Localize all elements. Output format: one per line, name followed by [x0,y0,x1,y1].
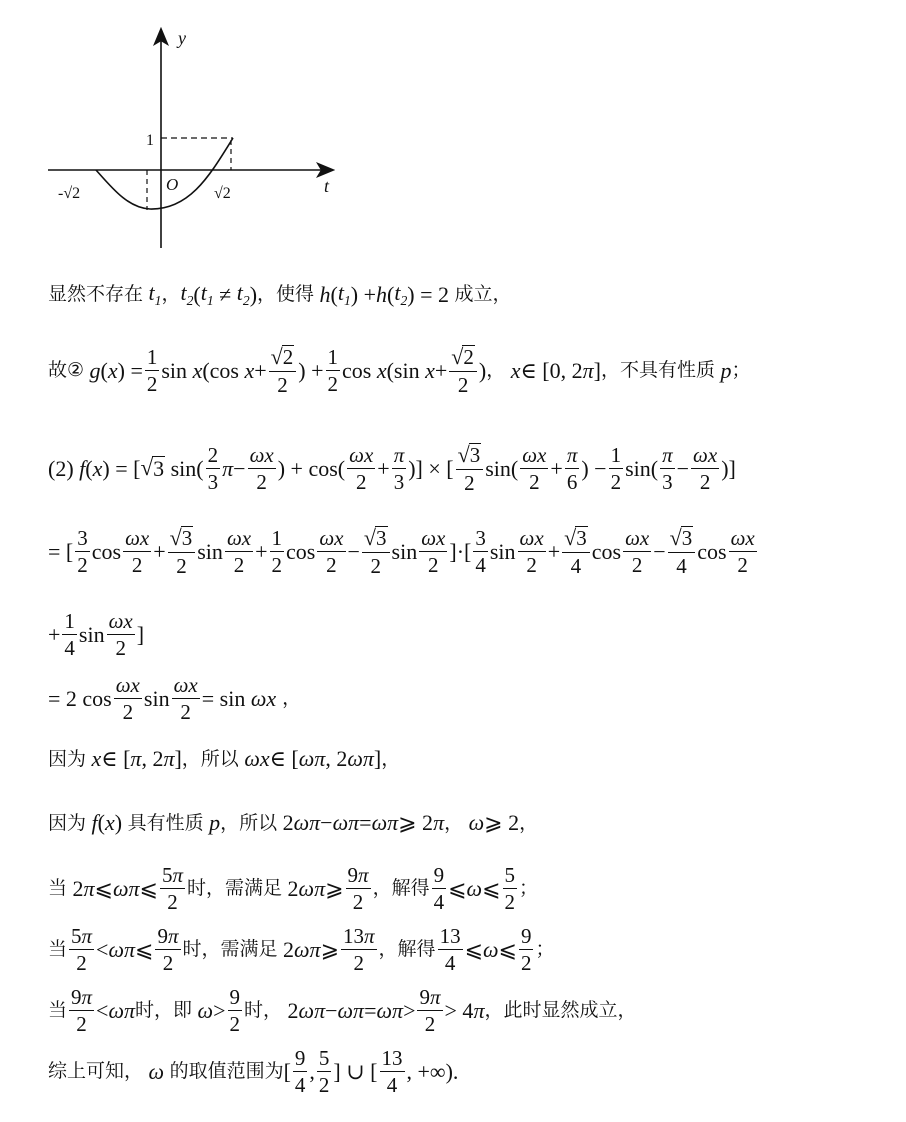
tick-label-one: 1 [146,132,154,149]
curve [96,138,233,209]
origin-label: O [166,175,179,194]
line-7: 因为 x ∈ [ π , 2 π ] ，所以 ωx ∈ [ ωπ , 2 ωπ ] ， [48,746,401,771]
function-graph [40,20,350,260]
line-case-3: 当 $\frac{9\pi}{2}$ < ωπ 时，即 ω > $\frac{9}{2}$ 时， 2 ωπ − ωπ = ωπ > $\frac{9\pi}{2}$ > 4 π ，此时显然成立， [48,985,637,1037]
line-3: (2) f ( x ) = [ √ 3 sin( $\frac{2}{3}$ π − $\frac{\omega x}{2}$ ) + cos( $\frac{\omega x}{2}$ + $\frac{\pi}{3}$ )] × [ √ 3 2 sin( $\frac{\omega x}{2}$ + $\frac{\pi}{6}$ ) − $\frac{1}{2}$ sin( $\frac{\pi}{3}$ − $\frac{\omega x}{2}$ )] [48,442,736,496]
line-4: = [ $\frac{3}{2}$ cos $\frac{\omega x}{2}$ + √ 3 2 sin $\frac{\omega x}{2}$ + $\frac{1}{2}$ cos $\frac{\omega x}{2}$ − √ 3 2 sin $\frac{\omega x}{2}$ ]·[ $\frac{3}{4}$ sin $\frac{\omega x}{2}$ + √ 3 4 cos $\frac{\omega x}{2}$ − √ 3 4 cos $\frac{\omega x}{2}$ [48,525,755,579]
line-5: + $\frac{1}{4}$ sin $\frac{\omega x}{2}$ ] [48,609,145,661]
t-axis-label: t [324,176,330,196]
line-conclusion: 综上可知， ω 的取值范围为 [ $\frac{9}{4}$ , $\frac{5}{2}$ ] ∪ [ $\frac{13}{4}$ , +∞). [48,1046,459,1098]
line-8: 因为 f ( x ) 具有性质 p ，所以 2 ωπ − ωπ = ωπ ⩾ 2 π ， ω ⩾ 2 ， [48,810,539,835]
line-1: 显然不存在 $t_1$ ， $t_2$ ( $t_1$ ≠ $t_2$ ) ，使得 h ( $t_1$ ) + h ( $t_2$ ) = 2 成立， [48,280,512,308]
tick-label-neg-sqrt2: -√2 [58,185,81,202]
tick-label-sqrt2: √2 [214,185,231,202]
y-axis-label: y [178,28,186,48]
line-2: 故② g ( x ) = $\frac{1}{2}$ sin x (cos x + √ 2 2 ) + $\frac{1}{2}$ cos x (sin x + √ 2 2 ) ， x ∈ [0, 2 π ] ，不具有性质 p ； [48,344,751,398]
line-6: = 2 cos $\frac{\omega x}{2}$ sin $\frac{\omega x}{2}$ = sin ωx ， [48,673,302,725]
line-case-2: 当 $\frac{5\pi}{2}$ < ωπ ⩽ $\frac{9\pi}{2}$ 时，需满足 2 ωπ ⩾ $\frac{13\pi}{2}$ ，解得 $\frac{13}{4}$ ⩽ ω ⩽ $\frac{9}{2}$ ； [48,924,555,976]
line-case-1: 当 2 π ⩽ ωπ ⩽ $\frac{5\pi}{2}$ 时，需满足 2 ωπ ⩾ $\frac{9\pi}{2}$ ，解得 $\frac{9}{4}$ ⩽ ω ⩽ $\frac{5}{2}$ ； [48,863,539,915]
